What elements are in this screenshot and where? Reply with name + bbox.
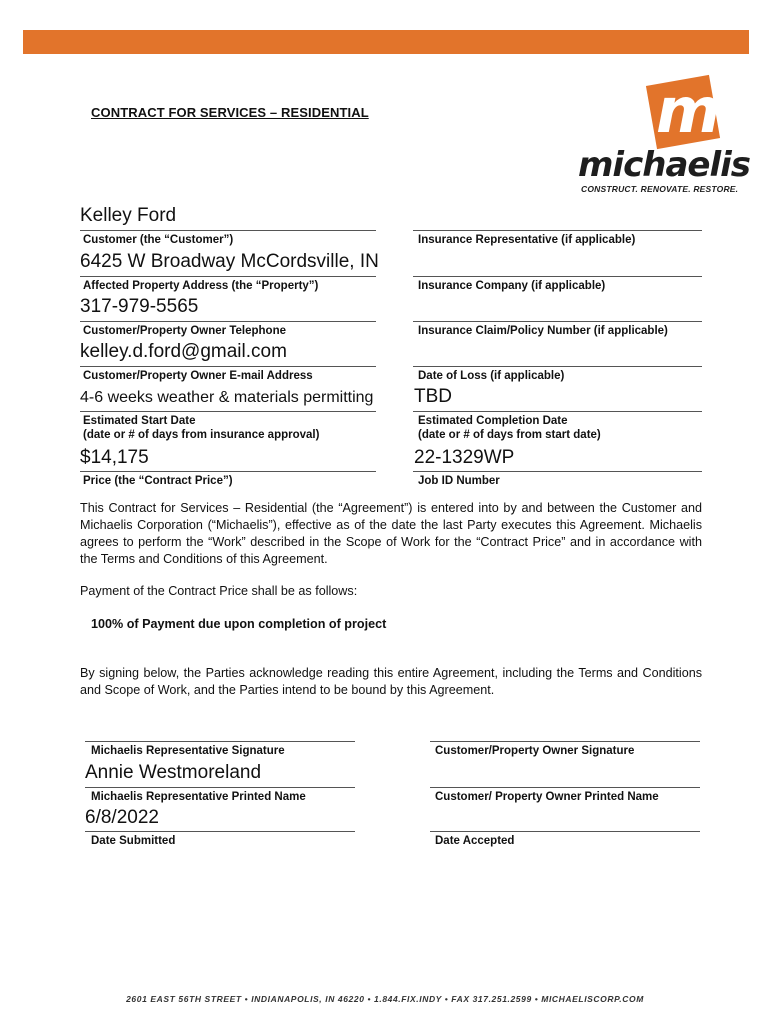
insurance-rep-line — [413, 230, 702, 231]
payment-intro: Payment of the Contract Price shall be as follows: — [80, 584, 358, 598]
telephone-line — [80, 321, 376, 322]
claim-number-line — [413, 321, 702, 322]
rep-printed-name-line — [85, 787, 355, 788]
date-accepted-line — [430, 831, 700, 832]
customer-name-label: Customer (the “Customer”) — [83, 234, 234, 246]
owner-signature-label: Customer/Property Owner Signature — [435, 745, 635, 757]
property-address-label: Affected Property Address (the “Property”) — [83, 280, 319, 292]
date-accepted-label: Date Accepted — [435, 835, 515, 847]
customer-name-line — [80, 230, 376, 231]
document-title: CONTRACT FOR SERVICES – RESIDENTIAL — [91, 105, 369, 120]
date-of-loss-line — [413, 366, 702, 367]
rep-printed-name-value: Annie Westmoreland — [85, 762, 262, 783]
owner-printed-name-line — [430, 787, 700, 788]
logo-tagline: CONSTRUCT. RENOVATE. RESTORE. — [581, 184, 739, 194]
contract-price-label: Price (the “Contract Price”) — [83, 475, 233, 487]
acknowledgement-paragraph: By signing below, the Parties acknowledge reading this entire Agreement, including the Terms and Conditions and Scope of Work, and the Parties intend to be bound by this Agreement. — [80, 666, 702, 697]
insurance-rep-label: Insurance Representative (if applicable) — [418, 234, 636, 246]
rep-printed-name-label: Michaelis Representative Printed Name — [91, 791, 306, 803]
start-date-line — [80, 411, 376, 412]
agreement-paragraph: This Contract for Services – Residential (the “Agreement”) is entered into by and between the Customer and Michaelis Corporation (“Michaelis”), effective as of the date the last Party executes this Agreement. Michaelis agrees to perform the “Work” described in the Scope of Work for the “Contract Price” and in accordance with the Terms and Conditions of this Agreement. — [80, 501, 702, 566]
completion-date-sublabel: (date or # of days from start date) — [418, 429, 601, 441]
date-submitted-label: Date Submitted — [91, 835, 176, 847]
property-address-value: 6425 W Broadway McCordsville, IN — [80, 251, 379, 272]
insurance-company-label: Insurance Company (if applicable) — [418, 280, 606, 292]
insurance-company-line — [413, 276, 702, 277]
rep-signature-line — [85, 741, 355, 742]
start-date-sublabel: (date or # of days from insurance approval) — [83, 429, 320, 441]
logo-mark: m — [656, 74, 715, 147]
contract-price-value: $14,175 — [80, 447, 149, 468]
date-submitted-value: 6/8/2022 — [85, 807, 159, 828]
email-label: Customer/Property Owner E-mail Address — [83, 370, 313, 382]
owner-signature-line — [430, 741, 700, 742]
completion-date-line — [413, 411, 702, 412]
footer-contact-info: 2601 EAST 56TH STREET • INDIANAPOLIS, IN 46220 • 1.844.FIX.INDY • FAX 317.251.2599 • MICHAELISCORP.COM — [126, 994, 644, 1004]
customer-name-value: Kelley Ford — [80, 205, 177, 226]
job-id-value: 22-1329WP — [414, 447, 515, 468]
email-value: kelley.d.ford@gmail.com — [80, 341, 287, 362]
completion-date-label: Estimated Completion Date — [418, 415, 568, 427]
logo-wordmark: michaelis — [578, 145, 750, 185]
contract-price-line — [80, 471, 376, 472]
date-of-loss-label: Date of Loss (if applicable) — [418, 370, 565, 382]
property-address-line — [80, 276, 376, 277]
job-id-label: Job ID Number — [418, 475, 500, 487]
start-date-label: Estimated Start Date — [83, 415, 196, 427]
claim-number-label: Insurance Claim/Policy Number (if applicable) — [418, 325, 668, 337]
rep-signature-label: Michaelis Representative Signature — [91, 745, 285, 757]
payment-terms: 100% of Payment due upon completion of project — [91, 617, 387, 631]
owner-printed-name-label: Customer/ Property Owner Printed Name — [435, 791, 659, 803]
michaelis-logo — [578, 74, 750, 198]
job-id-line — [413, 471, 702, 472]
email-line — [80, 366, 376, 367]
start-date-value: 4-6 weeks weather & materials permitting — [80, 389, 374, 406]
header-accent-bar — [23, 30, 749, 54]
date-submitted-line — [85, 831, 355, 832]
telephone-value: 317-979-5565 — [80, 296, 199, 317]
telephone-label: Customer/Property Owner Telephone — [83, 325, 286, 337]
completion-date-value: TBD — [414, 386, 452, 407]
